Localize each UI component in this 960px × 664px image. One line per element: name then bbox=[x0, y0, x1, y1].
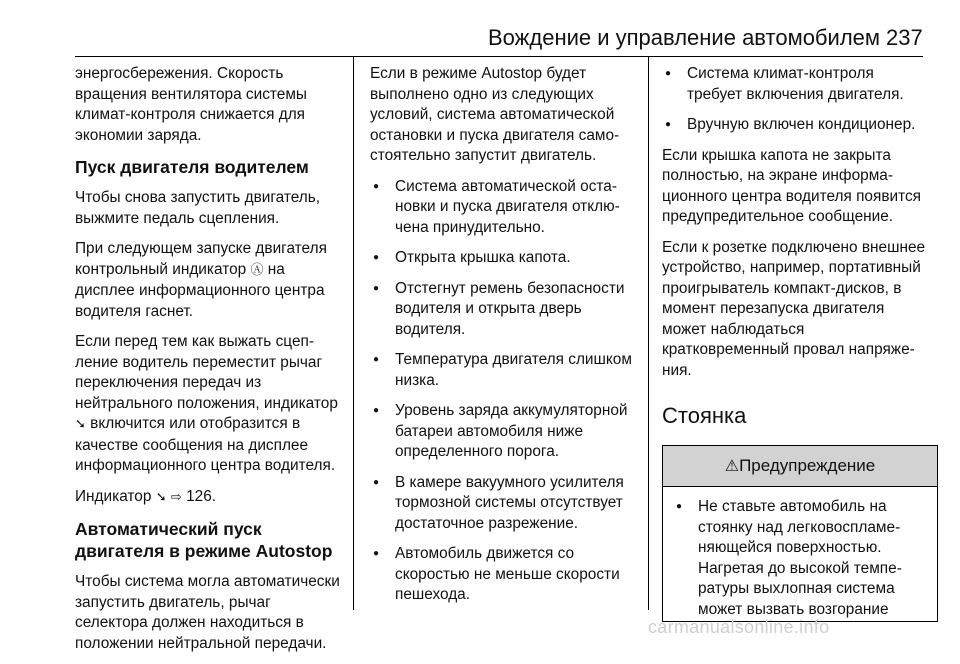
watermark: carmanualsonline.info bbox=[648, 617, 830, 637]
paragraph-lever: Если перед тем как выжать сцепление водитель переместит рычаг переключения передач из нейтрального положения, индикатор ➘ включится или отобразится в качестве сообщения на дисплее информационного центра водителя. bbox=[75, 333, 338, 474]
warning-header bbox=[663, 446, 937, 487]
list-item: ● Не ставьте автомобиль на стоянку над легковоспламеняющейся поверхностью. Нагретая до высокой температуры выхлопная система может вызвать возгорание bbox=[673, 497, 929, 621]
conditions-list-continued bbox=[662, 64, 930, 136]
list-item: ● Открыта крышка капота. bbox=[370, 248, 636, 269]
list-item: ● Температура двигателя слишком низка. bbox=[370, 350, 636, 391]
paragraph-socket: Если к розетке подключено внешнее устройство, например, портативный проигрыватель компакт-дисков, в момент перезапуска двигателя может наблюдаться кратковременный провал напряжения. bbox=[662, 238, 926, 379]
chapter-title: Вождение и управление автомобилем bbox=[488, 25, 881, 50]
paragraph-hood: Если крышка капота не закрыта полностью, на экране информационного центра водителя появится предупредительное сообщение. bbox=[662, 146, 922, 225]
paragraph-next-start: При следующем запуске двигателя контрольный индикатор Ⓐ на дисплее информационного центра водителя гаснет. bbox=[75, 240, 327, 320]
list-item: ● В камере вакуумного усилителя тормозной системы отсутствует достаточное разрежение. bbox=[370, 473, 636, 535]
heading-auto-start: Автоматический пуск двигателя в режиме Autostop bbox=[75, 519, 333, 561]
shift-indicator-icon: ➘ bbox=[155, 489, 167, 505]
paragraph-restart: Чтобы снова запустить двигатель, выжмите педаль сцепления. bbox=[75, 189, 321, 227]
column-1 bbox=[75, 64, 347, 664]
paragraph-autostop-conditions: Если в режиме Autostop будет выполнено одно из следующих условий, система автоматической остановки и пуска двигателя самостоятельно запустит двигатель. bbox=[370, 65, 620, 164]
warning-title: Предупреждение bbox=[739, 456, 876, 475]
header-rule bbox=[75, 56, 923, 57]
paragraph-auto-start: Чтобы система могла автоматически запустить двигатель, рычаг селектора должен находиться в положении нейтральной передачи. bbox=[75, 573, 340, 652]
paragraph-intro: энергосбережения. Скорость вращения вентилятора системы климат-контроля снижается для экономии заряда. bbox=[75, 65, 307, 144]
page-number: 237 bbox=[886, 25, 923, 50]
column-divider-1 bbox=[353, 57, 354, 610]
warning-body bbox=[663, 487, 937, 621]
heading-driver-start: Пуск двигателя водителем bbox=[75, 157, 309, 177]
heading-parking: Стоянка bbox=[662, 403, 747, 428]
shift-indicator-icon: ➘ bbox=[75, 417, 86, 432]
warning-triangle-icon: ⚠ bbox=[724, 456, 740, 475]
column-divider-2 bbox=[648, 57, 649, 610]
list-item: ● Уровень заряда аккумуляторной батареи автомобиля ниже определенного порога. bbox=[370, 401, 636, 463]
column-2 bbox=[370, 64, 636, 616]
conditions-list bbox=[370, 177, 636, 606]
list-item: ● Автомобиль движется со скоростью не меньше скорости пешехода. bbox=[370, 544, 636, 606]
page-header bbox=[0, 0, 960, 56]
autostop-indicator-icon: Ⓐ bbox=[250, 262, 264, 278]
list-item: ● Система климат-контроля требует включения двигателя. bbox=[662, 64, 930, 105]
list-item: ● Вручную включен кондиционер. bbox=[662, 115, 930, 136]
warning-box bbox=[662, 445, 938, 622]
paragraph-indicator-ref: Индикатор ➘ ⇨ 126. bbox=[75, 487, 217, 505]
page-reference-arrow-icon: ⇨ bbox=[170, 489, 182, 505]
list-item: ● Отстегнут ремень безопасности водителя и открыта дверь водителя. bbox=[370, 279, 636, 341]
column-3 bbox=[662, 64, 930, 622]
list-item: ● Система автоматической остановки и пуска двигателя отключена принудительно. bbox=[370, 177, 636, 239]
